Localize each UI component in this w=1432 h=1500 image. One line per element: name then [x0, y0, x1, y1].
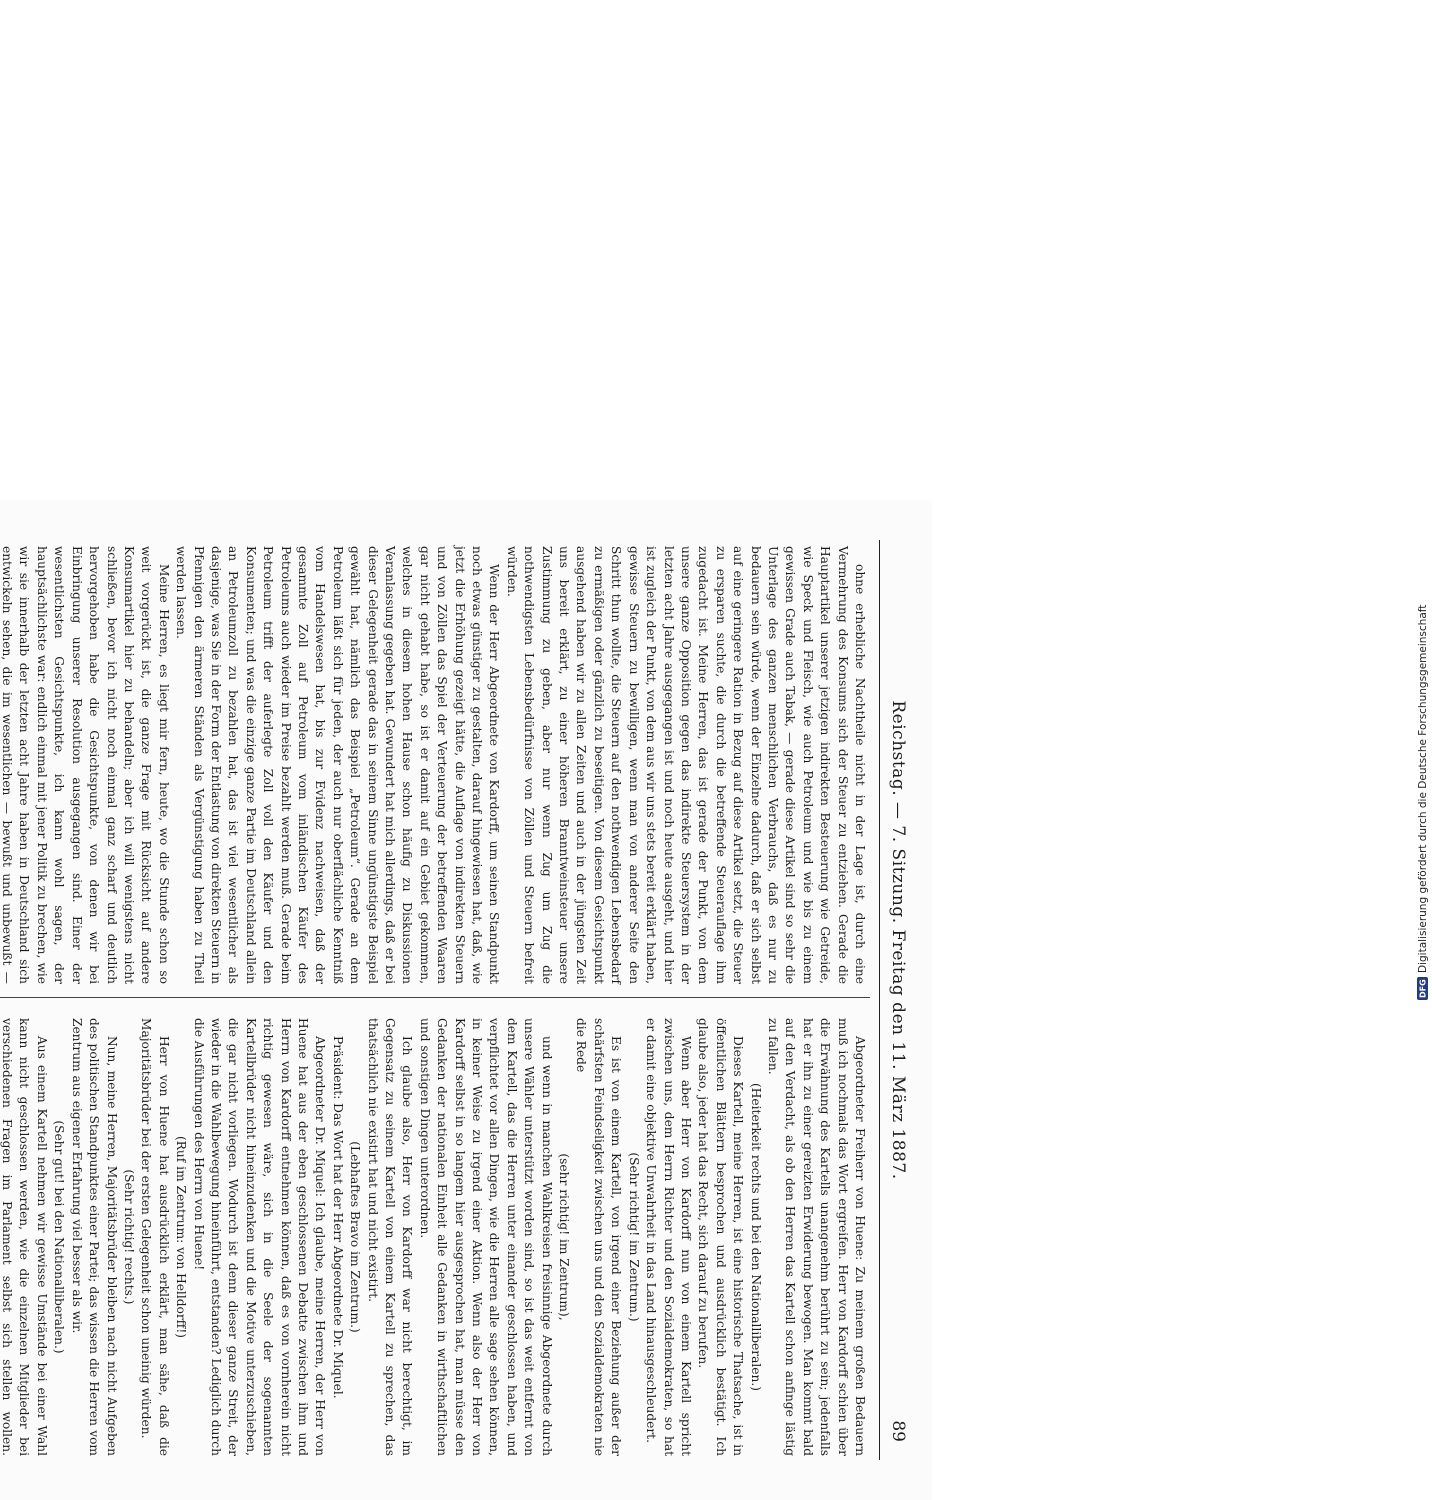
page-header [882, 540, 908, 1460]
page-number: 89 [888, 1420, 908, 1442]
speaker-paragraph: Abgeordneter Freiherr von Huene: Zu meinem großen Bedauern muß ich nochmals das Wort ergreifen. Herr von Kardorff schien über die Erwähnung des Kartells unangenehm berührt zu sein; jedenfalls hat er ihn zu einer gereizten Erwiderung bewogen. Man kommt bald auf den Verdacht, als ob den Herren das Kartell schon anfinge lästig zu fallen. [765, 1018, 867, 1456]
paragraph: Aus einem Kartell nehmen wir gewisse Umstände bei einer Wahl kann nicht geschlossen werden, wie die einzelnen Mitglieder bei verschiedenen Fragen im Parlament selbst sich stellen wollen. [0, 1018, 49, 1456]
paragraph: Wenn der Herr Abgeordnete von Kardorff, um seinen Standpunkt noch etwas günstiger zu gestalten, darauf hingewiesen hat, daß, wie jetzt die Erhöhung gezeigt hätte, die Auflage von indirekten Steuern und von Zöllen das Spiel der Verteuerung der betreffenden Waaren gar nicht gehabt habe, so ist er damit auf ein Gebiet gekommen, welches in diesem hohen Hause schon häufig zu Diskussionen Veranlassung gegeben hat. Gewundert hat mich allerdings, daß er bei dieser Gelegenheit gerade das in seinem Sinne ungünstigste Beispiel gewählt hat, nämlich das Beispiel „Petroleum“. Gerade an dem Petroleum läßt sich für jeden, der auch nur oberflächliche Kenntniß vom Handelswesen hat, bis zur Evidenz nachweisen, daß der gesammte Zoll auf Petroleum vom inländischen Käufer des Petroleums auch wieder im Preise bezahlt werden muß. Gerade beim Petroleum trifft der auferlegte Zoll voll den Käufer und den Konsumenten; und was die einzige ganze Partie im Deutschland allein an Petroleumzoll zu bezahlen hat, das ist viel wesentlicher als dasjenige, was Sie in der Form der Entlastung von direkten Steuern in Pfennigen den ärmeren Ständen als Vergünstigung haben zu Theil werden lassen. [174, 546, 502, 984]
running-title: Reichstag. — 7. Sitzung. Freitag den 11. März 1887. [888, 700, 908, 1180]
dfg-logo-icon: DFG [1418, 979, 1428, 998]
paragraph: und wenn in manchen Wahlkreisen freisinnige Abgeordnete durch unsere Wähler unterstützt worden sind, so ist das weit entfernt von dem Kartell, das die Herren unter einander geschlossen haben, und verpflichtet vor allen Dingen, wie die Herren alle sage sehen können, in keiner Weise zu irgend einer Aktion. Wenn also der Herr von Kardorff selbst in so langem hier ausgesprochen hat, man müsse den Gedanken der nationalen Einheit alle Gedanken in wirthschaftlichen und sonstigen Dingen unterordnen. [417, 1018, 554, 1456]
column-separator [0, 997, 870, 998]
interjection: (Lebhaftes Bravo im Zentrum.) [348, 1141, 363, 1333]
paragraph: Ich glaube also, Herr von Kardorff war nicht berechtigt, im Gegensatz zu seinem Kartell von einem Kartell zu sprechen, das thatsächlich nie existirt hat und nicht existirt. [365, 1018, 415, 1456]
speaker-paragraph: Präsident: Das Wort hat der Herr Abgeordnete Dr. Miquel. [330, 1036, 345, 1399]
scanned-page [0, 500, 932, 1500]
paragraph: Wenn aber Herr von Kardorff nun von einem Kartell spricht zwischen uns, dem Herrn Richter und den Sozialdemokraten, so hat er damit eine objektive Unwahrheit in das Land hinausgeschleudert. [644, 1018, 693, 1456]
interjection: (Sehr gut! bei den Nationalliberalen.) [52, 1120, 67, 1354]
paragraph: Dieses Kartell, meine Herren, ist eine historische Thatsache, ist in öffentlichen Blättern besprochen und ausdrücklich bestätigt. Ich glaube also, jeder hat das Recht, sich darauf zu berufen. [696, 1018, 746, 1456]
paragraph: Nun, meine Herren, Majoritätsbrüder bleiben nach nicht Aufgeben des politischen Standpunktes einer Partei; das wissen die Herren vom Zentrum aus eigener Erfahrung viel besser als wir. [69, 1018, 119, 1456]
interjection: (sehr richtig! im Zentrum), [557, 1153, 572, 1321]
paragraph: ohne erhebliche Nachtheile nicht in der Lage ist, durch eine Vermehrung des Konsums sich der Steuer zu entziehen. Gerade die Hauptartikel unserer jetzigen indirekten Besteuerung wie Getreide, wie Speck und Fleisch, wie auch Petroleum und wie bis zu einem gewissen Grade auch Tabak, — gerade diese Artikel sind so sehr die Unterlage des ganzen menschlichen Verbrauchs, daß es nur zu bedauern sein würde, wenn der Einzelne dadurch, daß er sich selbst auf eine geringere Ration in Bezug auf diese Artikel setzt, die Steuer zu ersparen suchte, die durch die betreffende Steuerauflage ihm zugedacht ist. Meine Herren, das ist gerade der Punkt, von dem unsere ganze Opposition gegen das indirekte Steuersystem in der letzten acht Jahre ausgegangen ist und noch heute ausgeht, und hier ist zugleich der Punkt, von dem aus wir uns stets bereit erklärt haben, gewisse Steuern zu bewilligen, wenn man von anderer Seite den Schritt thun wollte, die Steuern auf den nothwendigen Lebensbedarf zu ermäßigen oder gänzlich zu beseitigen. Von diesem Gesichtspunkt ausgehend haben wir zu allen Zeiten und auch in der jüngsten Zeit uns bereit erklärt, zu einer höheren Branntweinsteuer unsere Zustimmung zu geben, aber nur wenn Zug um Zug die nothwendigsten Lebensbedürfnisse von Zöllen und Steuern befreit würden. [504, 546, 867, 984]
header-rule [879, 540, 880, 1460]
interjection: (Ruf im Zentrum: von Helldorff!) [174, 1136, 189, 1338]
digitization-credit [1417, 10, 1429, 1000]
left-column [0, 546, 868, 984]
paragraph: Herr von Huene hat ausdrücklich erklärt, man sähe, daß die Majoritätsbrüder bei der ersten Gelegenheit schon uneinig würden. [139, 1018, 171, 1456]
interjection: (Sehr richtig! im Zentrum.) [626, 1152, 641, 1322]
right-column [0, 1018, 868, 1456]
interjection: (Heiterkeit rechts und bei den Nationalliberalen.) [748, 1083, 763, 1391]
paragraph: Meine Herren, es liegt mir fern, heute, wo die Stunde schon so weit vorgerückt ist, die ganze Frage mit Rücksicht auf andere Konsumartikel hier zu behandeln; aber ich will wenigstens nicht schließen, bevor ich nicht noch einmal ganz scharf und deutlich hervorgehoben habe die Gesichtspunkte, von denen wir bei Einbringung unserer Resolution ausgegangen sind. Einer der wesentlichsten Gesichtspunkte, ich kann wohl sagen, der hauptsächlichste war: endlich einmal mit jener Politik zu brechen, wie wir sie innerhalb der letzten acht Jahre haben in Deutschland sich entwickeln sehen, die im wesentlichen — bewußt und unbewußt — [0, 546, 171, 984]
credit-text: Digitalisierung gefördert durch die Deutsche Forschungsgemeinschaft [1417, 604, 1429, 974]
speaker-paragraph: Abgeordneter Dr. Miquel: Ich glaube, meine Herren, der Herr von Huene hat aus der eben geschlossenen Debatte zwischen ihm und Herrn von Kardorff entnehmen können, daß es von vornherein nicht richtig gewesen wäre, sich in die Seele der sogenannten Kartellbrüder nicht hineinzudenken und die Motive unterzuschieben, die gar nicht vorliegen. Wodurch ist denn dieser ganze Streit, der wieder in die Wahlbewegung hineinführt, entstanden? Lediglich durch die Ausführungen des Herrn von Huene! [191, 1018, 328, 1456]
interjection: (Sehr richtig! rechts.) [121, 1169, 136, 1305]
paragraph: Es ist von einem Kartell, von irgend einer Beziehung außer der schärfsten Feindseligkeit zwischen uns und den Sozialdemokraten nie die Rede [574, 1018, 624, 1456]
